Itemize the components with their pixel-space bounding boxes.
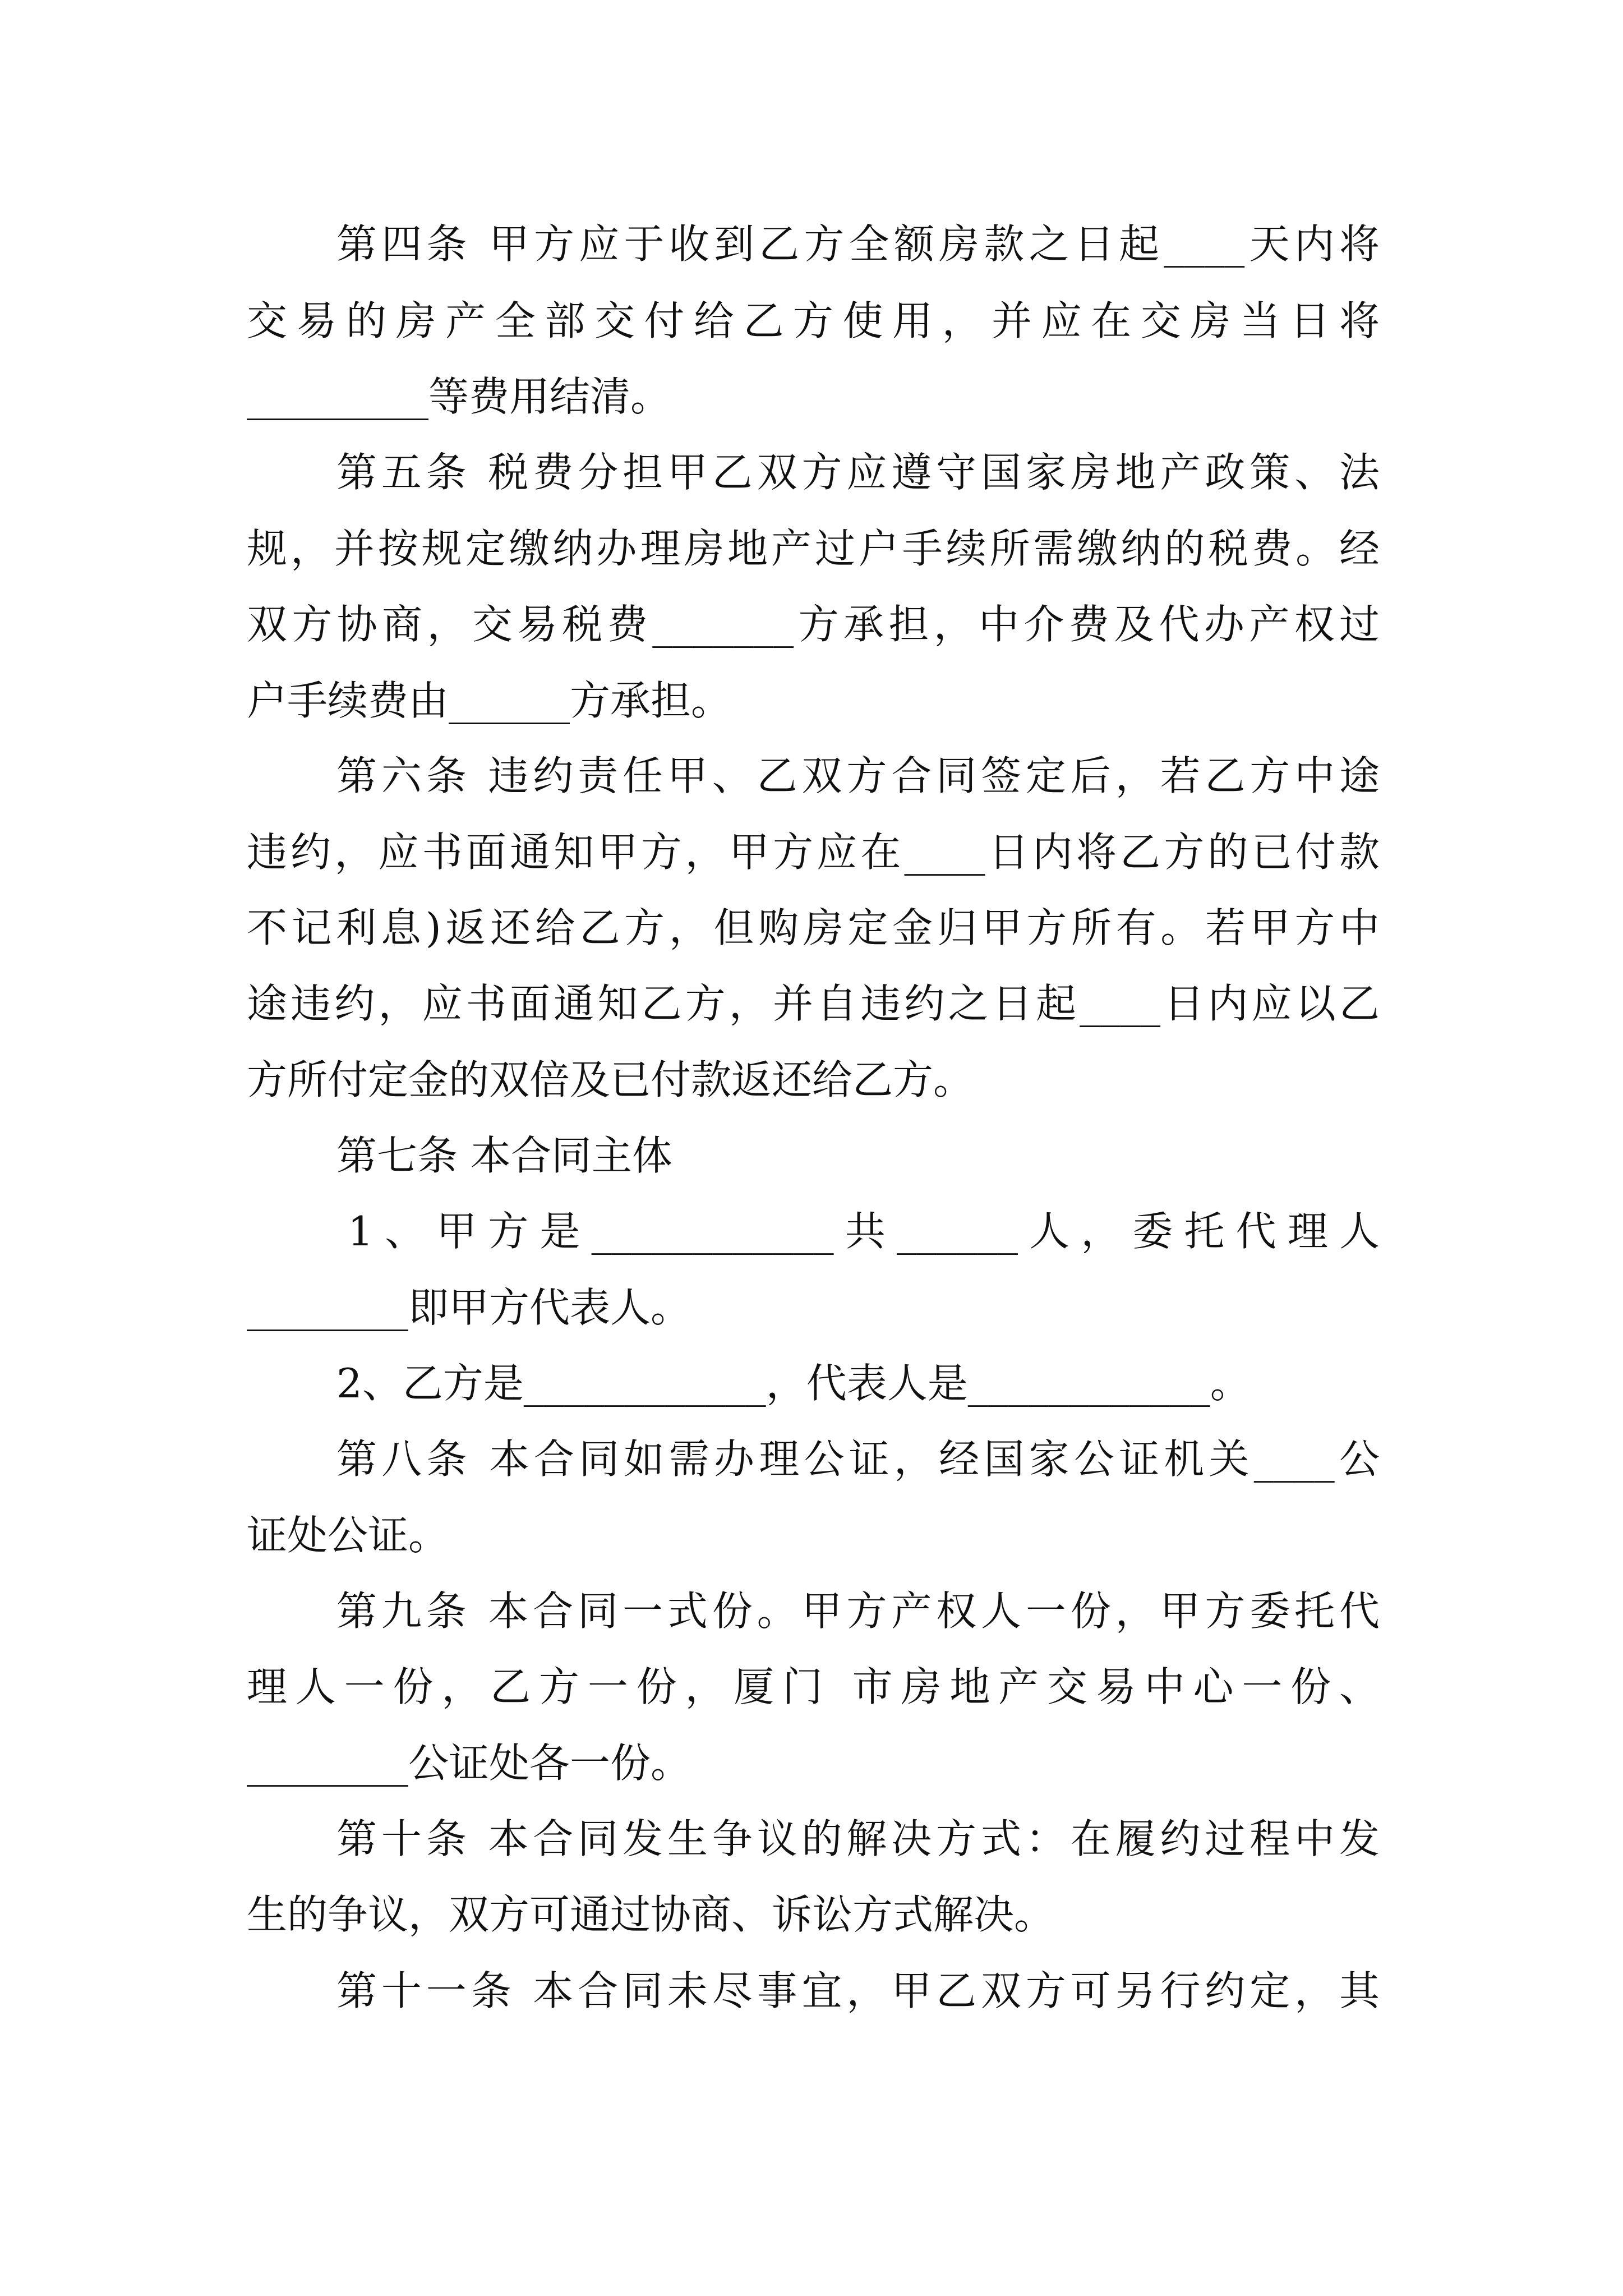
- paragraph-line: 户手续费由______方承担。: [247, 677, 732, 724]
- paragraph-line: 第五条 税费分担甲乙双方应遵守国家房地产政策、法: [336, 449, 1380, 496]
- paragraph-line: 第八条 本合同如需办理公证，经国家公证机关____公: [336, 1435, 1380, 1483]
- paragraph-line: 双方协商，交易税费_______方承担，中介费及代办产权过: [247, 601, 1380, 648]
- paragraph-line: 违约，应书面通知甲方，甲方应在____日内将乙方的已付款: [247, 829, 1380, 876]
- paragraph-line: 交易的房产全部交付给乙方使用，并应在交房当日将: [247, 297, 1380, 344]
- paragraph-line: 第四条 甲方应于收到乙方全额房款之日起____天内将: [336, 220, 1380, 268]
- paragraph-line: _________等费用结清。: [247, 373, 671, 420]
- paragraph-line: 第六条 违约责任甲、乙双方合同签定后，若乙方中途: [336, 752, 1380, 799]
- paragraph-line: 第九条 本合同一式份。甲方产权人一份，甲方委托代: [336, 1588, 1380, 1635]
- paragraph-line: ________公证处各一份。: [247, 1740, 691, 1787]
- paragraph-line: 2、乙方是____________，代表人是____________。: [336, 1360, 1251, 1407]
- paragraph-line: 不记利息)返还给乙方，但购房定金归甲方所有。若甲方中: [247, 904, 1380, 951]
- paragraph-line: 方所付定金的双倍及已付款返还给乙方。: [247, 1056, 974, 1103]
- paragraph-line: 第七条 本合同主体: [336, 1132, 672, 1179]
- paragraph-line: 规，并按规定缴纳办理房地产过户手续所需缴纳的税费。经: [247, 525, 1380, 572]
- paragraph-line: 生的争议，双方可通过协商、诉讼方式解决。: [247, 1891, 1055, 1938]
- paragraph-line: 证处公证。: [247, 1512, 449, 1559]
- paragraph-line: 1、甲方是____________共______人，委托代理人: [348, 1208, 1380, 1255]
- paragraph-line: 途违约，应书面通知乙方，并自违约之日起____日内应以乙: [247, 980, 1380, 1027]
- paragraph-line: ________即甲方代表人。: [247, 1284, 691, 1331]
- paragraph-line: 第十一条 本合同未尽事宜，甲乙双方可另行约定，其: [336, 1967, 1380, 2014]
- paragraph-line: 理人一份，乙方一份，厦门 市房地产交易中心一份、: [247, 1663, 1380, 1710]
- paragraph-line: 第十条 本合同发生争议的解决方式：在履约过程中发: [336, 1815, 1380, 1862]
